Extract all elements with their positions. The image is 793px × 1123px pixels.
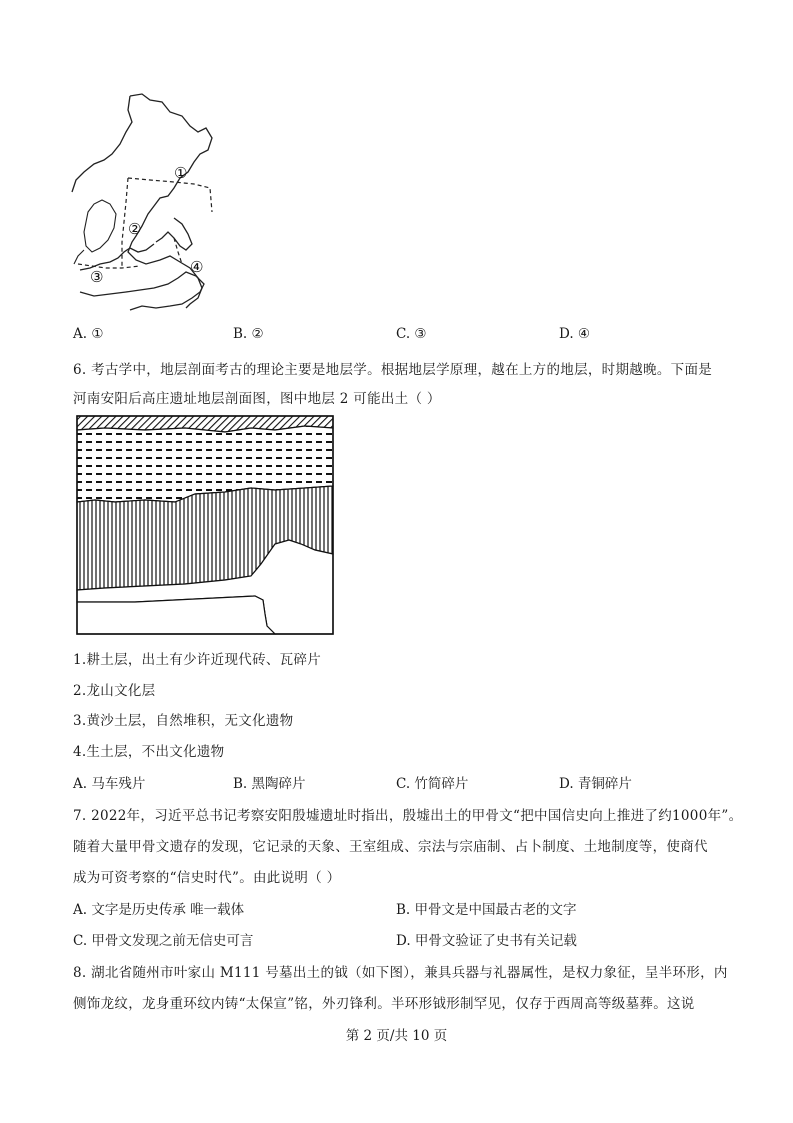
q5-option-d[interactable]: D. ④ — [559, 326, 591, 342]
q7-stem-line-3: 成为可资考察的“信史时代”。由此说明（ ） — [73, 870, 341, 886]
stratigraphy-section-diagram — [75, 414, 337, 636]
page-footer: 第 2 页/共 10 页 — [345, 1028, 448, 1044]
northeast-china-map — [70, 92, 220, 314]
q8-stem-line-1: 8. 湖北省随州市叶家山 M111 号墓出土的钺（如下图），兼具兵器与礼器属性，是权力象征，呈半环形，内 — [73, 965, 728, 981]
q7-stem-line-2: 随着大量甲骨文遗存的发现，它记录的天象、王室组成、宗法与宗庙制、占卜制度、土地制度等，使商代 — [73, 839, 708, 855]
q5-option-b[interactable]: B. ② — [233, 326, 264, 342]
q7-option-b[interactable]: B. 甲骨文是中国最古老的文字 — [396, 902, 577, 918]
q7-option-a[interactable]: A. 文字是历史传承 唯一载体 — [73, 902, 245, 918]
q6-legend-3: 3.黄沙土层，自然堆积，无文化遗物 — [73, 713, 294, 729]
map-label-3: ③ — [90, 268, 104, 286]
q6-stem-line-2: 河南安阳后高庄遗址地层剖面图，图中地层 2 可能出土（ ） — [73, 391, 441, 407]
q5-option-a[interactable]: A. ① — [73, 326, 104, 342]
q6-stem-line-1: 6. 考古学中，地层剖面考古的理论主要是地层学。根据地层学原理，越在上方的地层，时期越晚。下面是 — [73, 362, 713, 378]
q7-option-c[interactable]: C. 甲骨文发现之前无信史可言 — [73, 933, 254, 949]
q7-option-d[interactable]: D. 甲骨文验证了史书有关记载 — [396, 933, 577, 949]
q6-legend-1: 1.耕土层，出土有少许近现代砖、瓦碎片 — [73, 652, 322, 668]
map-label-1: ① — [174, 164, 188, 182]
map-label-4: ④ — [190, 258, 204, 276]
q6-option-c[interactable]: C. 竹简碎片 — [396, 776, 469, 792]
q6-option-d[interactable]: D. 青铜碎片 — [559, 776, 632, 792]
q6-legend-4: 4.生土层，不出文化遗物 — [73, 744, 225, 760]
q7-stem-line-1: 7. 2022年，习近平总书记考察安阳殷墟遗址时指出，殷墟出土的甲骨文“把中国信史向上推进了约1000年”。 — [73, 808, 743, 824]
q6-legend-2: 2.龙山文化层 — [73, 683, 156, 699]
q6-option-b[interactable]: B. 黑陶碎片 — [233, 776, 306, 792]
q5-option-c[interactable]: C. ③ — [396, 326, 427, 342]
q8-stem-line-2: 侧饰龙纹，龙身重环纹内铸“太保宣”铭，外刃锋利。半环形钺形制罕见，仅存于西周高等级墓葬。这说 — [73, 996, 695, 1012]
map-label-2: ② — [128, 220, 142, 238]
q6-option-a[interactable]: A. 马车残片 — [73, 776, 146, 792]
